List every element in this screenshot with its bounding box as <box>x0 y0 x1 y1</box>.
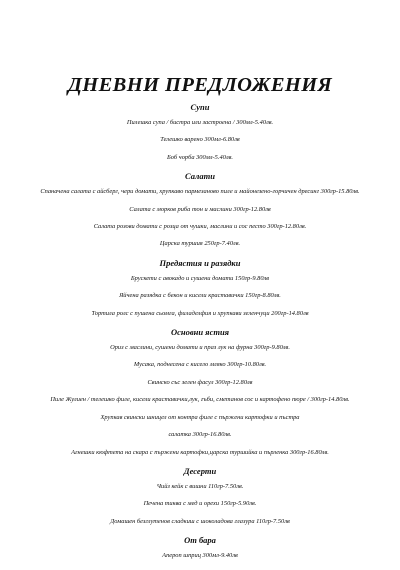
menu-item: Салата с морков риба тон и маслини 300гр-12.80лв <box>129 205 271 213</box>
menu-item: Пилешка супа / бистра или застроена / 300мл-5.40лв. <box>126 119 274 126</box>
menu-section <box>40 466 360 526</box>
menu-item: Яйчена разядка с бекон и кисели краставички 150гр-8.80лв. <box>119 292 281 300</box>
section-heading: Десерти <box>183 465 217 476</box>
menu-item: Свинско със зелен фасул 300гр-12.80лв <box>147 378 253 386</box>
menu-section <box>40 258 360 318</box>
section-heading: Супи <box>190 102 210 112</box>
menu-section <box>40 102 360 162</box>
menu-item: Ориз с маслини, сушени домати и праз лук на фурна 300гр-9.80лв. <box>110 344 290 352</box>
menu-item: Салата розови домати с розца от чушки, маслини и сос песто 300гр-12.80лв. <box>93 223 307 231</box>
section-heading: Салати <box>185 171 215 182</box>
section-heading: Предястия и разядки <box>159 257 241 268</box>
menu-item: Домашен безглутенов сладкиш с шоколадова глазура 110гр-7.50лв <box>110 517 290 525</box>
menu-item: Агнешки кюфтета на скара с пържени картофки,царска туршийка и пърленка 300гр-16.80лв. <box>71 448 329 456</box>
menu-item: Хрупкав свински шницел от контра филе с пържени картофки и пъстра <box>100 413 300 421</box>
menu-item: Боб чорба 300мл-5.40лв. <box>166 153 234 161</box>
menu-item: Брускети с авокадо и сушени домати 150гр-9.80лв <box>130 274 270 282</box>
menu-item: Тортила ролс с пушена сьомга, филаделфия и хрупкави зеленчуци 200гр-14.80лв <box>91 309 309 317</box>
menu-content <box>40 102 360 570</box>
section-heading: Основни ястия <box>170 327 230 338</box>
menu-item: Чийз кейк с вишни 110гр-7.50лв. <box>156 482 244 490</box>
menu-item: Пиле Жулиен / телешко филе, кисели краставички,лук, гъби, сметанов сос и картофено пюре / 300гр-14.80лв. <box>50 396 350 404</box>
menu-item: Телешко варено 300мл-6.80лв <box>160 136 240 144</box>
section-heading: От бара <box>184 535 216 546</box>
page-title: ДНЕВНИ ПРЕДЛОЖЕНИЯ <box>67 74 333 96</box>
menu-item: салатка 300гр-16.80лв. <box>168 431 232 439</box>
menu-section <box>40 171 360 249</box>
menu-item: Печена тиква с мед и орехи 150гр-5.90лв. <box>143 500 257 508</box>
menu-item: Мусака, поднесена с кисело мляко 300гр-10.80лв. <box>133 361 267 369</box>
menu-item: Царска туршия 250гр-7.40лв. <box>159 240 241 248</box>
menu-section <box>40 535 360 560</box>
menu-section <box>40 327 360 457</box>
menu-item: Спаначена салата с айсберг, чери домати, хрупкаво пармезаново пиле и майонезено-горчичен дресинг 300гр-15.80лв. <box>40 188 360 196</box>
menu-item: Апероп шприц 300мл-9.40лв <box>162 552 238 560</box>
